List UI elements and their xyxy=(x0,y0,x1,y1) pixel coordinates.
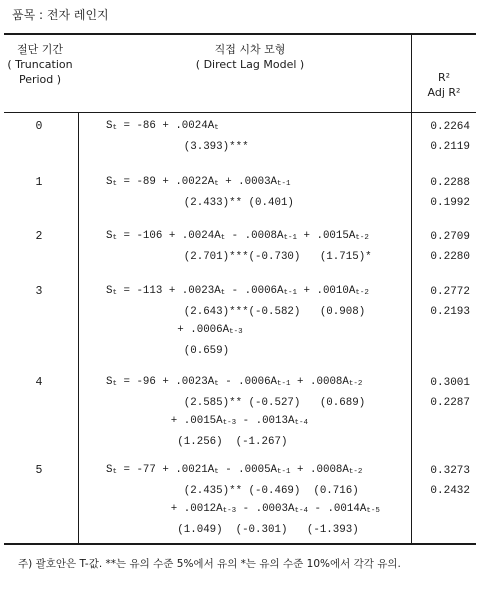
subscript: t-4 xyxy=(294,507,308,515)
footnote: 주) 괄호안은 T-값. **는 유의 수준 5%에서 유의 *는 유의 수준 10%에서 각각 유의. xyxy=(18,558,401,570)
equation-line: (2.433)** (0.401) xyxy=(106,196,294,209)
column-divider-left xyxy=(78,113,79,543)
subscript: t-3 xyxy=(229,328,243,336)
table-top-rule xyxy=(4,33,476,35)
subscript: t-1 xyxy=(277,380,291,388)
subscript: t xyxy=(214,180,219,188)
row-equation xyxy=(106,227,372,266)
row-period: 0 xyxy=(35,120,43,133)
header-period-line3: Period ) xyxy=(18,73,62,86)
row-period: 1 xyxy=(35,176,43,189)
header-model xyxy=(120,42,380,72)
subscript: t xyxy=(112,234,117,242)
row-period: 2 xyxy=(35,230,43,243)
row-equation xyxy=(106,173,294,212)
subscript: t xyxy=(214,468,219,476)
header-period-line2: ( Truncation xyxy=(7,58,73,71)
equation-line: (2.701)***(-0.730) (1.715)* xyxy=(106,250,372,263)
equation-line: $S_t = -86 + .0024A_t$ xyxy=(106,120,219,132)
equation-line: (2.643)***(-0.582) (0.908) xyxy=(106,305,366,318)
header-bottom-rule xyxy=(4,112,476,113)
subscript: t-4 xyxy=(294,419,308,427)
equation-line: + $.0012A_{t-3} - .0003A_{t-4} - .0014A_{t-5}$ xyxy=(106,503,380,515)
row-equation xyxy=(106,461,380,539)
r2-value: 0.3001 xyxy=(430,377,470,389)
row-r2 xyxy=(422,373,470,413)
subscript: t-1 xyxy=(283,289,298,297)
equation-line: $S_t = -77 + .0021A_t - .0005A_{t-1} + .0008A_{t-2}$ xyxy=(106,464,363,476)
row-equation xyxy=(106,282,369,360)
row-r2 xyxy=(422,117,470,157)
equation-line: $S_t = -106 + .0024A_t - .0008A_{t-1} + .0015A_{t-2}$ xyxy=(106,230,369,242)
subscript: t-2 xyxy=(355,289,369,297)
equation-line: (1.256) (-1.267) xyxy=(106,435,288,448)
header-model-line2: ( Direct Lag Model ) xyxy=(195,58,305,71)
subscript: t-1 xyxy=(277,468,291,476)
row-equation xyxy=(106,117,249,156)
table-bottom-rule xyxy=(4,543,476,545)
row-r2 xyxy=(422,173,470,213)
r2-value: 0.3273 xyxy=(430,465,470,477)
header-period-line1: 절단 기간 xyxy=(16,43,63,56)
row-period: 4 xyxy=(35,376,43,389)
equation-line: (2.585)** (-0.527) (0.689) xyxy=(106,396,366,409)
subscript: t xyxy=(220,289,226,297)
equation-line: (3.393)*** xyxy=(106,140,249,153)
subscript: t xyxy=(112,289,117,297)
adj-r2-value: 0.2432 xyxy=(430,485,470,497)
header-period xyxy=(4,42,76,87)
subscript: t xyxy=(214,380,219,388)
adj-r2-value: 0.2287 xyxy=(430,397,470,409)
equation-line: $S_t = -89 + .0022A_t + .0003A_{t-1}$ xyxy=(106,176,291,188)
row-r2 xyxy=(422,282,470,322)
header-model-line1: 직접 시차 모형 xyxy=(214,43,286,56)
subscript: t xyxy=(112,180,117,188)
subscript: t-1 xyxy=(283,234,298,242)
header-r2 xyxy=(412,70,476,100)
equation-line: + $.0006A_{t-3}$ xyxy=(106,324,243,336)
subscript: t xyxy=(220,234,226,242)
subscript: t-2 xyxy=(348,468,363,476)
header-r2-line2: Adj R² xyxy=(427,86,461,99)
subscript: t-1 xyxy=(277,180,291,188)
row-period: 5 xyxy=(35,464,43,477)
subscript: t xyxy=(112,380,117,388)
equation-line: (2.435)** (-0.469) (0.716) xyxy=(106,484,359,497)
row-equation xyxy=(106,373,365,451)
subscript: t xyxy=(112,124,117,132)
subscript: t-2 xyxy=(355,234,369,242)
equation-line: $S_t = -113 + .0023A_t - .0006A_{t-1} + .0010A_{t-2}$ xyxy=(106,285,369,297)
header-r2-line1: R² xyxy=(437,71,451,84)
r2-value: 0.2288 xyxy=(430,177,470,189)
adj-r2-value: 0.2280 xyxy=(430,251,470,263)
adj-r2-value: 0.2193 xyxy=(430,306,470,318)
table-caption: 품목 : 전자 레인지 xyxy=(12,8,109,22)
adj-r2-value: 0.1992 xyxy=(430,197,470,209)
r2-value: 0.2264 xyxy=(430,121,470,133)
subscript: t-3 xyxy=(222,419,237,427)
subscript: t-2 xyxy=(348,380,363,388)
equation-line: $S_t = -96 + .0023A_t - .0006A_{t-1} + .0008A_{t-2}$ xyxy=(106,376,363,388)
equation-line: (0.659) xyxy=(106,344,230,357)
column-divider-right xyxy=(411,35,412,543)
r2-value: 0.2772 xyxy=(430,286,470,298)
row-r2 xyxy=(422,461,470,501)
adj-r2-value: 0.2119 xyxy=(430,141,470,153)
equation-line: + $.0015A_{t-3} - .0013A_{t-4}$ xyxy=(106,415,308,427)
subscript: t xyxy=(214,124,219,132)
r2-value: 0.2709 xyxy=(430,231,470,243)
row-r2 xyxy=(422,227,470,267)
equation-line: (1.049) (-0.301) (-1.393) xyxy=(106,523,359,536)
subscript: t-5 xyxy=(366,507,380,515)
row-period: 3 xyxy=(35,285,43,298)
subscript: t-3 xyxy=(222,507,237,515)
subscript: t xyxy=(112,468,117,476)
